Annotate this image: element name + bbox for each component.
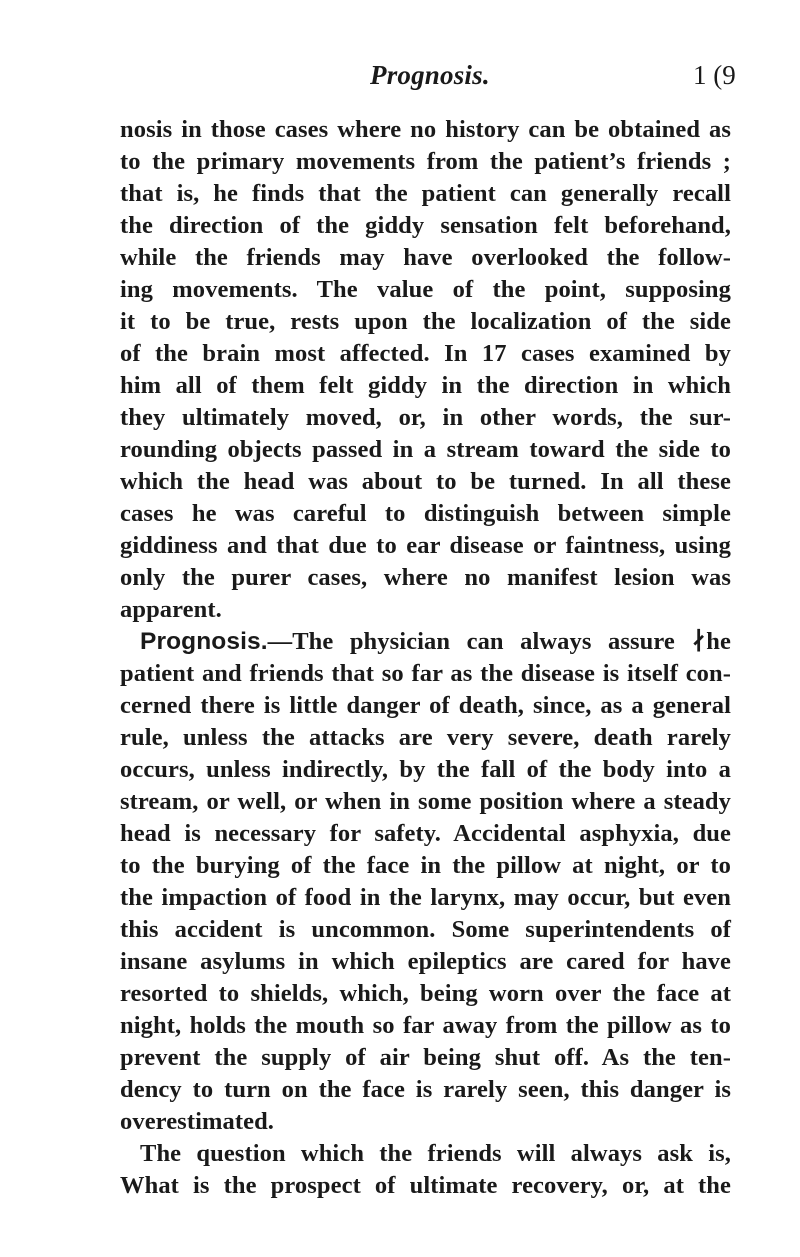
text-line: rounding objects passed in a stream toward the side to	[120, 436, 731, 463]
text-line: resorted to shields, which, being worn over the face at	[120, 980, 731, 1007]
text-line: patient and friends that so far as the disease is itself con-	[120, 660, 731, 687]
text-line: this accident is uncommon. Some superintendents of	[120, 916, 731, 943]
text-line: overestimated.	[120, 1108, 275, 1135]
text-line: rule, unless the attacks are very severe, death rarely	[120, 724, 731, 751]
text-line: to the primary movements from the patient’s friends ;	[120, 148, 731, 175]
text-line: which the head was about to be turned. In all these	[120, 468, 731, 495]
text-line: dency to turn on the face is rarely seen, this danger is	[120, 1076, 731, 1103]
text-line: the impaction of food in the larynx, may occur, but even	[120, 884, 731, 911]
text-run: —The physician can always assure ∤he	[267, 628, 731, 655]
text-line: stream, or well, or when in some position where a steady	[120, 788, 731, 815]
text-line: night, holds the mouth so far away from the pillow as to	[120, 1012, 731, 1039]
text-line: occurs, unless indirectly, by the fall of the body into a	[120, 756, 731, 783]
page-number: 1 (9	[693, 60, 736, 90]
text-line: prevent the supply of air being shut off. As the ten-	[120, 1044, 731, 1071]
text-line: only the purer cases, where no manifest lesion was	[120, 564, 731, 591]
text-line: head is necessary for safety. Accidental asphyxia, due	[120, 820, 731, 847]
text-line: nosis in those cases where no history can be obtained as	[120, 116, 731, 143]
text-line: of the brain most affected. In 17 cases examined by	[120, 340, 731, 367]
text-line: giddiness and that due to ear disease or faintness, using	[120, 532, 731, 559]
text-line: What is the prospect of ultimate recovery, or, at the	[120, 1172, 731, 1199]
text-line: ing movements. The value of the point, supposing	[120, 276, 731, 303]
text-line: it to be true, rests upon the localization of the side	[120, 308, 731, 335]
text-line: the direction of the giddy sensation felt beforehand,	[120, 212, 731, 239]
text-line: The question which the friends will always ask is,	[140, 1140, 731, 1167]
text-line: to the burying of the face in the pillow at night, or to	[120, 852, 731, 879]
section-run-in-heading: Prognosis.	[140, 628, 268, 655]
text-line: insane asylums in which epileptics are cared for have	[120, 948, 731, 975]
running-title: Prognosis.	[370, 60, 490, 90]
running-head	[0, 60, 800, 96]
text-line: cerned there is little danger of death, since, as a general	[120, 692, 731, 719]
text-line: cases he was careful to distinguish between simple	[120, 500, 731, 527]
text-line: that is, he finds that the patient can generally recall	[120, 180, 731, 207]
text-line: they ultimately moved, or, in other words, the sur-	[120, 404, 731, 431]
prognosis-paragraph-start	[140, 626, 731, 658]
text-line: while the friends may have overlooked the follow-	[120, 244, 731, 271]
text-line: apparent.	[120, 596, 222, 623]
text-line: him all of them felt giddy in the direction in which	[120, 372, 731, 399]
